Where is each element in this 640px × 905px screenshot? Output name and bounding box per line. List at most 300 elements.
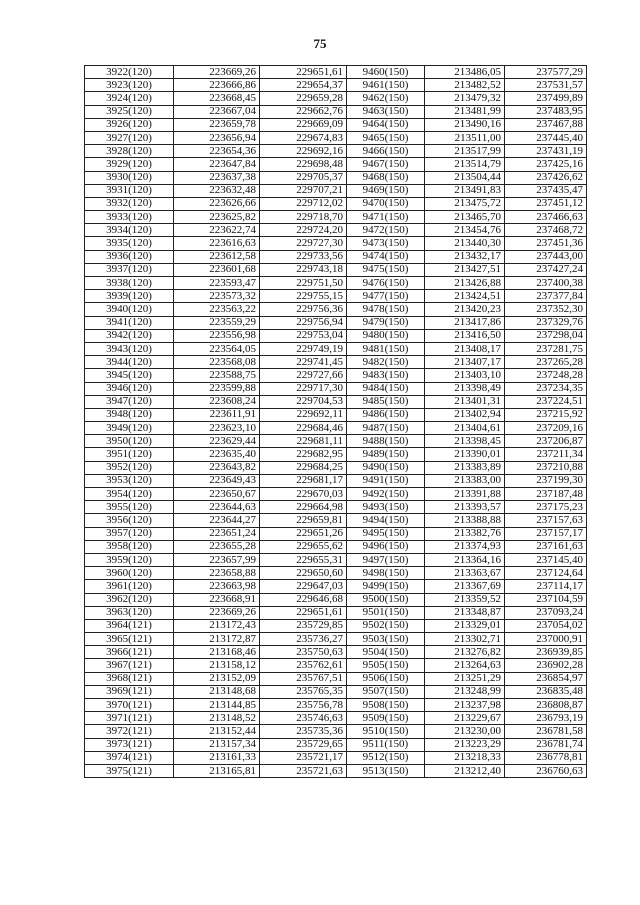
- table-row: [85, 685, 587, 698]
- table-row: [85, 501, 587, 514]
- y-coordinate-left-cell: 229756,94: [260, 316, 347, 329]
- point-id-right-cell: 9508(150): [347, 699, 425, 712]
- y-coordinate-left-cell: 229712,02: [260, 197, 347, 210]
- point-id-right-cell: 9471(150): [347, 211, 425, 224]
- y-coordinate-left-cell: 229707,21: [260, 184, 347, 197]
- y-coordinate-left-cell: 235736,27: [260, 633, 347, 646]
- point-id-left-cell: 3928(120): [85, 145, 174, 158]
- x-coordinate-right-cell: 213454,76: [425, 224, 505, 237]
- x-coordinate-left-cell: 223663,98: [174, 580, 260, 593]
- point-id-left-cell: 3939(120): [85, 290, 174, 303]
- table-row: [85, 408, 587, 421]
- point-id-right-cell: 9496(150): [347, 540, 425, 553]
- x-coordinate-right-cell: 213383,00: [425, 474, 505, 487]
- point-id-right-cell: 9505(150): [347, 659, 425, 672]
- point-id-right-cell: 9491(150): [347, 474, 425, 487]
- y-coordinate-left-cell: 229717,30: [260, 382, 347, 395]
- y-coordinate-right-cell: 237175,23: [505, 501, 587, 514]
- table-row: [85, 672, 587, 685]
- point-id-right-cell: 9476(150): [347, 277, 425, 290]
- x-coordinate-left-cell: 223656,94: [174, 131, 260, 144]
- x-coordinate-left-cell: 223612,58: [174, 250, 260, 263]
- y-coordinate-left-cell: 229651,26: [260, 527, 347, 540]
- table-row: [85, 263, 587, 276]
- page-number: 75: [313, 36, 327, 51]
- table-row: [85, 738, 587, 751]
- y-coordinate-left-cell: 229705,37: [260, 171, 347, 184]
- point-id-left-cell: 3968(121): [85, 672, 174, 685]
- y-coordinate-right-cell: 237483,95: [505, 105, 587, 118]
- coordinates-table: [84, 65, 587, 778]
- y-coordinate-right-cell: 237145,40: [505, 553, 587, 566]
- point-id-right-cell: 9500(150): [347, 593, 425, 606]
- x-coordinate-left-cell: 223668,45: [174, 92, 260, 105]
- y-coordinate-left-cell: 229662,76: [260, 105, 347, 118]
- table-row: [85, 184, 587, 197]
- x-coordinate-left-cell: 223649,43: [174, 474, 260, 487]
- x-coordinate-left-cell: 223611,91: [174, 408, 260, 421]
- y-coordinate-left-cell: 235756,78: [260, 699, 347, 712]
- point-id-left-cell: 3957(120): [85, 527, 174, 540]
- x-coordinate-left-cell: 223669,26: [174, 606, 260, 619]
- x-coordinate-left-cell: 223573,32: [174, 290, 260, 303]
- y-coordinate-right-cell: 237093,24: [505, 606, 587, 619]
- point-id-left-cell: 3941(120): [85, 316, 174, 329]
- y-coordinate-left-cell: 229659,81: [260, 514, 347, 527]
- point-id-right-cell: 9499(150): [347, 580, 425, 593]
- x-coordinate-right-cell: 213388,88: [425, 514, 505, 527]
- point-id-right-cell: 9511(150): [347, 738, 425, 751]
- y-coordinate-left-cell: 229727,66: [260, 369, 347, 382]
- x-coordinate-left-cell: 223647,84: [174, 158, 260, 171]
- table-row: [85, 395, 587, 408]
- point-id-right-cell: 9510(150): [347, 725, 425, 738]
- y-coordinate-right-cell: 236854,97: [505, 672, 587, 685]
- x-coordinate-left-cell: 213148,68: [174, 685, 260, 698]
- point-id-left-cell: 3940(120): [85, 303, 174, 316]
- y-coordinate-left-cell: 229684,25: [260, 461, 347, 474]
- y-coordinate-right-cell: 236781,74: [505, 738, 587, 751]
- x-coordinate-left-cell: 223568,08: [174, 356, 260, 369]
- point-id-left-cell: 3926(120): [85, 118, 174, 131]
- table-row: [85, 171, 587, 184]
- y-coordinate-left-cell: 229670,03: [260, 488, 347, 501]
- y-coordinate-left-cell: 229684,46: [260, 422, 347, 435]
- point-id-right-cell: 9501(150): [347, 606, 425, 619]
- point-id-left-cell: 3967(121): [85, 659, 174, 672]
- table-row: [85, 105, 587, 118]
- point-id-right-cell: 9481(150): [347, 342, 425, 355]
- x-coordinate-left-cell: 223667,04: [174, 105, 260, 118]
- y-coordinate-right-cell: 237104,59: [505, 593, 587, 606]
- x-coordinate-left-cell: 223559,29: [174, 316, 260, 329]
- x-coordinate-right-cell: 213490,16: [425, 118, 505, 131]
- y-coordinate-right-cell: 237281,75: [505, 342, 587, 355]
- x-coordinate-right-cell: 213237,98: [425, 699, 505, 712]
- y-coordinate-right-cell: 237161,63: [505, 540, 587, 553]
- x-coordinate-right-cell: 213391,88: [425, 488, 505, 501]
- x-coordinate-left-cell: 223637,38: [174, 171, 260, 184]
- x-coordinate-right-cell: 213407,17: [425, 356, 505, 369]
- y-coordinate-right-cell: 237206,87: [505, 435, 587, 448]
- x-coordinate-right-cell: 213403,10: [425, 369, 505, 382]
- y-coordinate-left-cell: 229724,20: [260, 224, 347, 237]
- x-coordinate-right-cell: 213408,17: [425, 342, 505, 355]
- x-coordinate-left-cell: 223657,99: [174, 553, 260, 566]
- x-coordinate-right-cell: 213504,44: [425, 171, 505, 184]
- point-id-right-cell: 9513(150): [347, 764, 425, 777]
- x-coordinate-right-cell: 213475,72: [425, 197, 505, 210]
- y-coordinate-right-cell: 237209,16: [505, 422, 587, 435]
- y-coordinate-right-cell: 237431,19: [505, 145, 587, 158]
- x-coordinate-left-cell: 223644,63: [174, 501, 260, 514]
- y-coordinate-left-cell: 229646,68: [260, 593, 347, 606]
- table-row: [85, 606, 587, 619]
- x-coordinate-right-cell: 213223,29: [425, 738, 505, 751]
- x-coordinate-left-cell: 213172,43: [174, 619, 260, 632]
- y-coordinate-left-cell: 235746,63: [260, 712, 347, 725]
- y-coordinate-right-cell: 237577,29: [505, 66, 587, 79]
- point-id-left-cell: 3965(121): [85, 633, 174, 646]
- point-id-right-cell: 9473(150): [347, 237, 425, 250]
- y-coordinate-right-cell: 237215,92: [505, 408, 587, 421]
- table-row: [85, 79, 587, 92]
- y-coordinate-right-cell: 237531,57: [505, 79, 587, 92]
- point-id-left-cell: 3934(120): [85, 224, 174, 237]
- point-id-left-cell: 3966(121): [85, 646, 174, 659]
- x-coordinate-left-cell: 213165,81: [174, 764, 260, 777]
- point-id-left-cell: 3947(120): [85, 395, 174, 408]
- table-row: [85, 369, 587, 382]
- x-coordinate-left-cell: 213168,46: [174, 646, 260, 659]
- table-row: [85, 725, 587, 738]
- x-coordinate-left-cell: 213158,12: [174, 659, 260, 672]
- point-id-right-cell: 9479(150): [347, 316, 425, 329]
- point-id-right-cell: 9487(150): [347, 422, 425, 435]
- table-row: [85, 514, 587, 527]
- x-coordinate-right-cell: 213404,61: [425, 422, 505, 435]
- point-id-left-cell: 3975(121): [85, 764, 174, 777]
- point-id-right-cell: 9493(150): [347, 501, 425, 514]
- y-coordinate-right-cell: 237054,02: [505, 619, 587, 632]
- x-coordinate-right-cell: 213514,79: [425, 158, 505, 171]
- table-row: [85, 277, 587, 290]
- point-id-right-cell: 9463(150): [347, 105, 425, 118]
- x-coordinate-left-cell: 213161,33: [174, 751, 260, 764]
- table-row: [85, 237, 587, 250]
- point-id-left-cell: 3970(121): [85, 699, 174, 712]
- y-coordinate-right-cell: 237499,89: [505, 92, 587, 105]
- x-coordinate-left-cell: 223563,22: [174, 303, 260, 316]
- y-coordinate-left-cell: 229704,53: [260, 395, 347, 408]
- x-coordinate-left-cell: 223654,36: [174, 145, 260, 158]
- x-coordinate-left-cell: 223626,66: [174, 197, 260, 210]
- y-coordinate-left-cell: 229650,60: [260, 567, 347, 580]
- x-coordinate-right-cell: 213364,16: [425, 553, 505, 566]
- table-row: [85, 250, 587, 263]
- y-coordinate-left-cell: 235729,85: [260, 619, 347, 632]
- point-id-right-cell: 9507(150): [347, 685, 425, 698]
- y-coordinate-left-cell: 229727,30: [260, 237, 347, 250]
- x-coordinate-left-cell: 223629,44: [174, 435, 260, 448]
- point-id-right-cell: 9467(150): [347, 158, 425, 171]
- point-id-left-cell: 3935(120): [85, 237, 174, 250]
- point-id-left-cell: 3972(121): [85, 725, 174, 738]
- table-row: [85, 224, 587, 237]
- point-id-right-cell: 9498(150): [347, 567, 425, 580]
- y-coordinate-right-cell: 237377,84: [505, 290, 587, 303]
- point-id-left-cell: 3943(120): [85, 342, 174, 355]
- y-coordinate-right-cell: 237352,30: [505, 303, 587, 316]
- y-coordinate-right-cell: 237114,17: [505, 580, 587, 593]
- table-row: [85, 342, 587, 355]
- y-coordinate-left-cell: 235721,17: [260, 751, 347, 764]
- x-coordinate-left-cell: 223655,28: [174, 540, 260, 553]
- y-coordinate-right-cell: 236760,63: [505, 764, 587, 777]
- point-id-right-cell: 9470(150): [347, 197, 425, 210]
- x-coordinate-left-cell: 223623,10: [174, 422, 260, 435]
- x-coordinate-left-cell: 223666,86: [174, 79, 260, 92]
- y-coordinate-left-cell: 235767,51: [260, 672, 347, 685]
- y-coordinate-left-cell: 229733,56: [260, 250, 347, 263]
- table-row: [85, 474, 587, 487]
- x-coordinate-right-cell: 213482,52: [425, 79, 505, 92]
- x-coordinate-right-cell: 213276,82: [425, 646, 505, 659]
- x-coordinate-right-cell: 213382,76: [425, 527, 505, 540]
- y-coordinate-left-cell: 235765,35: [260, 685, 347, 698]
- point-id-right-cell: 9482(150): [347, 356, 425, 369]
- point-id-right-cell: 9490(150): [347, 461, 425, 474]
- point-id-left-cell: 3958(120): [85, 540, 174, 553]
- point-id-right-cell: 9466(150): [347, 145, 425, 158]
- y-coordinate-left-cell: 229751,50: [260, 277, 347, 290]
- y-coordinate-right-cell: 237466,63: [505, 211, 587, 224]
- x-coordinate-right-cell: 213481,99: [425, 105, 505, 118]
- table-row: [85, 699, 587, 712]
- point-id-left-cell: 3929(120): [85, 158, 174, 171]
- point-id-left-cell: 3923(120): [85, 79, 174, 92]
- table-row: [85, 646, 587, 659]
- point-id-left-cell: 3955(120): [85, 501, 174, 514]
- point-id-right-cell: 9460(150): [347, 66, 425, 79]
- point-id-left-cell: 3971(121): [85, 712, 174, 725]
- point-id-left-cell: 3952(120): [85, 461, 174, 474]
- table-row: [85, 488, 587, 501]
- x-coordinate-right-cell: 213398,49: [425, 382, 505, 395]
- point-id-left-cell: 3942(120): [85, 329, 174, 342]
- x-coordinate-right-cell: 213401,31: [425, 395, 505, 408]
- y-coordinate-left-cell: 229681,17: [260, 474, 347, 487]
- x-coordinate-left-cell: 223644,27: [174, 514, 260, 527]
- x-coordinate-left-cell: 223658,88: [174, 567, 260, 580]
- point-id-right-cell: 9468(150): [347, 171, 425, 184]
- point-id-right-cell: 9502(150): [347, 619, 425, 632]
- y-coordinate-left-cell: 229655,62: [260, 540, 347, 553]
- y-coordinate-right-cell: 236835,48: [505, 685, 587, 698]
- table-row: [85, 145, 587, 158]
- point-id-right-cell: 9504(150): [347, 646, 425, 659]
- y-coordinate-right-cell: 236781,58: [505, 725, 587, 738]
- y-coordinate-left-cell: 229755,15: [260, 290, 347, 303]
- x-coordinate-left-cell: 223601,68: [174, 263, 260, 276]
- point-id-left-cell: 3924(120): [85, 92, 174, 105]
- point-id-right-cell: 9483(150): [347, 369, 425, 382]
- y-coordinate-left-cell: 229664,98: [260, 501, 347, 514]
- y-coordinate-right-cell: 237000,91: [505, 633, 587, 646]
- y-coordinate-right-cell: 237298,04: [505, 329, 587, 342]
- y-coordinate-left-cell: 229753,04: [260, 329, 347, 342]
- y-coordinate-right-cell: 237187,48: [505, 488, 587, 501]
- x-coordinate-left-cell: 213144,85: [174, 699, 260, 712]
- y-coordinate-left-cell: 229651,61: [260, 606, 347, 619]
- x-coordinate-right-cell: 213517,99: [425, 145, 505, 158]
- x-coordinate-left-cell: 223668,91: [174, 593, 260, 606]
- point-id-left-cell: 3951(120): [85, 448, 174, 461]
- x-coordinate-right-cell: 213264,63: [425, 659, 505, 672]
- y-coordinate-left-cell: 229681,11: [260, 435, 347, 448]
- table-row: [85, 448, 587, 461]
- table-row: [85, 316, 587, 329]
- point-id-right-cell: 9512(150): [347, 751, 425, 764]
- point-id-right-cell: 9489(150): [347, 448, 425, 461]
- x-coordinate-left-cell: 223625,82: [174, 211, 260, 224]
- y-coordinate-right-cell: 237234,35: [505, 382, 587, 395]
- point-id-left-cell: 3932(120): [85, 197, 174, 210]
- y-coordinate-right-cell: 237426,62: [505, 171, 587, 184]
- y-coordinate-right-cell: 237443,00: [505, 250, 587, 263]
- point-id-right-cell: 9472(150): [347, 224, 425, 237]
- y-coordinate-left-cell: 229698,48: [260, 158, 347, 171]
- y-coordinate-right-cell: 237124,64: [505, 567, 587, 580]
- table-row: [85, 356, 587, 369]
- x-coordinate-left-cell: 223669,26: [174, 66, 260, 79]
- point-id-right-cell: 9509(150): [347, 712, 425, 725]
- x-coordinate-right-cell: 213491,83: [425, 184, 505, 197]
- point-id-left-cell: 3927(120): [85, 131, 174, 144]
- table-row: [85, 593, 587, 606]
- table-row: [85, 197, 587, 210]
- table-row: [85, 92, 587, 105]
- point-id-left-cell: 3944(120): [85, 356, 174, 369]
- point-id-left-cell: 3969(121): [85, 685, 174, 698]
- x-coordinate-left-cell: 223643,82: [174, 461, 260, 474]
- x-coordinate-right-cell: 213426,88: [425, 277, 505, 290]
- x-coordinate-left-cell: 223616,63: [174, 237, 260, 250]
- point-id-right-cell: 9484(150): [347, 382, 425, 395]
- x-coordinate-right-cell: 213374,93: [425, 540, 505, 553]
- x-coordinate-left-cell: 213157,34: [174, 738, 260, 751]
- x-coordinate-left-cell: 223593,47: [174, 277, 260, 290]
- y-coordinate-left-cell: 229647,03: [260, 580, 347, 593]
- x-coordinate-right-cell: 213417,86: [425, 316, 505, 329]
- point-id-right-cell: 9469(150): [347, 184, 425, 197]
- point-id-left-cell: 3961(120): [85, 580, 174, 593]
- table-row: [85, 540, 587, 553]
- y-coordinate-right-cell: 237157,17: [505, 527, 587, 540]
- x-coordinate-left-cell: 223588,75: [174, 369, 260, 382]
- point-id-right-cell: 9486(150): [347, 408, 425, 421]
- table-row: [85, 211, 587, 224]
- x-coordinate-right-cell: 213248,99: [425, 685, 505, 698]
- point-id-left-cell: 3954(120): [85, 488, 174, 501]
- y-coordinate-left-cell: 229692,16: [260, 145, 347, 158]
- x-coordinate-right-cell: 213329,01: [425, 619, 505, 632]
- y-coordinate-right-cell: 237451,36: [505, 237, 587, 250]
- x-coordinate-right-cell: 213416,50: [425, 329, 505, 342]
- y-coordinate-left-cell: 229651,61: [260, 66, 347, 79]
- y-coordinate-right-cell: 237451,12: [505, 197, 587, 210]
- x-coordinate-right-cell: 213363,67: [425, 567, 505, 580]
- y-coordinate-left-cell: 229654,37: [260, 79, 347, 92]
- x-coordinate-right-cell: 213367,69: [425, 580, 505, 593]
- point-id-right-cell: 9465(150): [347, 131, 425, 144]
- x-coordinate-right-cell: 213348,87: [425, 606, 505, 619]
- x-coordinate-right-cell: 213383,89: [425, 461, 505, 474]
- x-coordinate-right-cell: 213424,51: [425, 290, 505, 303]
- x-coordinate-left-cell: 223622,74: [174, 224, 260, 237]
- y-coordinate-right-cell: 237248,28: [505, 369, 587, 382]
- table-row: [85, 633, 587, 646]
- x-coordinate-right-cell: 213218,33: [425, 751, 505, 764]
- x-coordinate-right-cell: 213427,51: [425, 263, 505, 276]
- table-row: [85, 580, 587, 593]
- table-row: [85, 329, 587, 342]
- y-coordinate-right-cell: 237467,88: [505, 118, 587, 131]
- y-coordinate-left-cell: 229749,19: [260, 342, 347, 355]
- point-id-left-cell: 3974(121): [85, 751, 174, 764]
- table-row: [85, 382, 587, 395]
- x-coordinate-left-cell: 223635,40: [174, 448, 260, 461]
- y-coordinate-left-cell: 229718,70: [260, 211, 347, 224]
- table-row: [85, 619, 587, 632]
- x-coordinate-right-cell: 213420,23: [425, 303, 505, 316]
- y-coordinate-left-cell: 229682,95: [260, 448, 347, 461]
- x-coordinate-right-cell: 213440,30: [425, 237, 505, 250]
- y-coordinate-right-cell: 237211,34: [505, 448, 587, 461]
- point-id-left-cell: 3925(120): [85, 105, 174, 118]
- y-coordinate-left-cell: 229669,09: [260, 118, 347, 131]
- y-coordinate-right-cell: 237157,63: [505, 514, 587, 527]
- table-row: [85, 553, 587, 566]
- point-id-left-cell: 3936(120): [85, 250, 174, 263]
- y-coordinate-right-cell: 237427,24: [505, 263, 587, 276]
- point-id-right-cell: 9488(150): [347, 435, 425, 448]
- y-coordinate-right-cell: 237400,38: [505, 277, 587, 290]
- point-id-left-cell: 3973(121): [85, 738, 174, 751]
- point-id-left-cell: 3950(120): [85, 435, 174, 448]
- point-id-right-cell: 9475(150): [347, 263, 425, 276]
- y-coordinate-right-cell: 237199,30: [505, 474, 587, 487]
- x-coordinate-left-cell: 223564,05: [174, 342, 260, 355]
- y-coordinate-right-cell: 237425,16: [505, 158, 587, 171]
- point-id-left-cell: 3937(120): [85, 263, 174, 276]
- point-id-right-cell: 9492(150): [347, 488, 425, 501]
- y-coordinate-left-cell: 235735,36: [260, 725, 347, 738]
- x-coordinate-right-cell: 213393,57: [425, 501, 505, 514]
- point-id-left-cell: 3946(120): [85, 382, 174, 395]
- x-coordinate-right-cell: 213511,00: [425, 131, 505, 144]
- y-coordinate-right-cell: 237265,28: [505, 356, 587, 369]
- x-coordinate-right-cell: 213251,29: [425, 672, 505, 685]
- point-id-right-cell: 9497(150): [347, 553, 425, 566]
- x-coordinate-right-cell: 213432,17: [425, 250, 505, 263]
- y-coordinate-left-cell: 229659,28: [260, 92, 347, 105]
- y-coordinate-left-cell: 229674,83: [260, 131, 347, 144]
- table-row: [85, 422, 587, 435]
- x-coordinate-right-cell: 213465,70: [425, 211, 505, 224]
- x-coordinate-right-cell: 213398,45: [425, 435, 505, 448]
- point-id-left-cell: 3962(120): [85, 593, 174, 606]
